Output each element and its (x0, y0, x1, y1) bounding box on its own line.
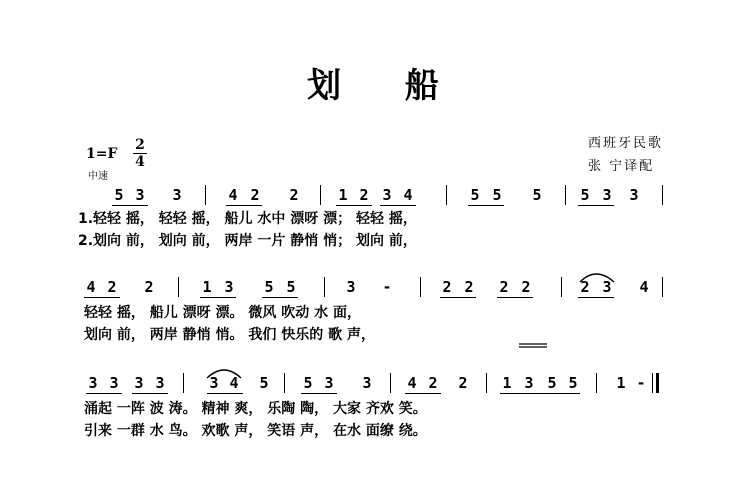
note: 2 (144, 278, 154, 296)
note: 1 (202, 278, 212, 296)
note: 3 (362, 374, 372, 392)
note: 2 (521, 278, 531, 296)
note: 3 (172, 186, 182, 204)
lyrics-verse-1: 轻轻 摇， 船儿 漂呀 漂。 微风 吹动 水 面， (84, 305, 361, 321)
note: 5 (532, 186, 542, 204)
note: 5 (259, 374, 269, 392)
note: 3 (209, 374, 219, 392)
note: 2 (250, 186, 260, 204)
slur (207, 370, 241, 378)
note: - (636, 374, 646, 392)
note: 3 (602, 186, 612, 204)
note: 2 (458, 374, 468, 392)
note: 3 (109, 374, 119, 392)
lyrics-verse-1: 1.轻轻 摇， 轻轻 摇， 船儿 水中 漂呀 漂； 轻轻 摇， (78, 211, 417, 227)
note: 1 (616, 374, 626, 392)
lyrics-verse-2: 2.划向 前， 划向 前， 两岸 一片 静悄 悄； 划向 前， (78, 233, 417, 249)
song-title: 划 船 (307, 66, 465, 106)
note: 3 (629, 186, 639, 204)
lyrics-verse-2: 划向 前， 两岸 静悄 悄。 我们 快乐的 歌 声， (84, 327, 375, 343)
note: 1 (338, 186, 348, 204)
note: 4 (86, 278, 96, 296)
note: 2 (359, 186, 369, 204)
note: 5 (568, 374, 578, 392)
note: 2 (580, 278, 590, 296)
lyrics-verse-2: 引来 一群 水 鸟。 欢歌 声， 笑语 声， 在水 面缭 绕。 (84, 423, 427, 439)
note: 2 (428, 374, 438, 392)
note: 4 (228, 186, 238, 204)
note: 4 (403, 186, 413, 204)
note: 5 (114, 186, 124, 204)
note: 3 (602, 278, 612, 296)
song-arranger: 张 宁译配 (588, 159, 655, 174)
note: 4 (229, 374, 239, 392)
note: 5 (547, 374, 557, 392)
note: 3 (135, 186, 145, 204)
note: 3 (346, 278, 356, 296)
tempo-mark: 中速 (88, 171, 108, 182)
note: 5 (580, 186, 590, 204)
note: 2 (499, 278, 509, 296)
note: 3 (134, 374, 144, 392)
song-origin: 西班牙民歌 (588, 136, 664, 151)
note: 3 (88, 374, 98, 392)
note: 5 (264, 278, 274, 296)
note: 2 (107, 278, 117, 296)
note: 2 (464, 278, 474, 296)
note: 2 (442, 278, 452, 296)
slur (580, 274, 614, 282)
note: 3 (382, 186, 392, 204)
note: 5 (470, 186, 480, 204)
note: - (382, 278, 392, 296)
note: 5 (303, 374, 313, 392)
note: 3 (155, 374, 165, 392)
note: 3 (524, 374, 534, 392)
key-signature: 1=F (86, 146, 118, 162)
note: 3 (224, 278, 234, 296)
note: 1 (502, 374, 512, 392)
note: 3 (324, 374, 334, 392)
meter-top: 2 (135, 137, 145, 153)
note: 4 (407, 374, 417, 392)
meter-bottom: 4 (135, 154, 145, 170)
note: 2 (289, 186, 299, 204)
note: 4 (639, 278, 649, 296)
note: 5 (492, 186, 502, 204)
note: 5 (286, 278, 296, 296)
lyrics-verse-1: 涌起 一阵 波 涛。 精神 爽， 乐陶 陶， 大家 齐欢 笑。 (84, 401, 427, 417)
